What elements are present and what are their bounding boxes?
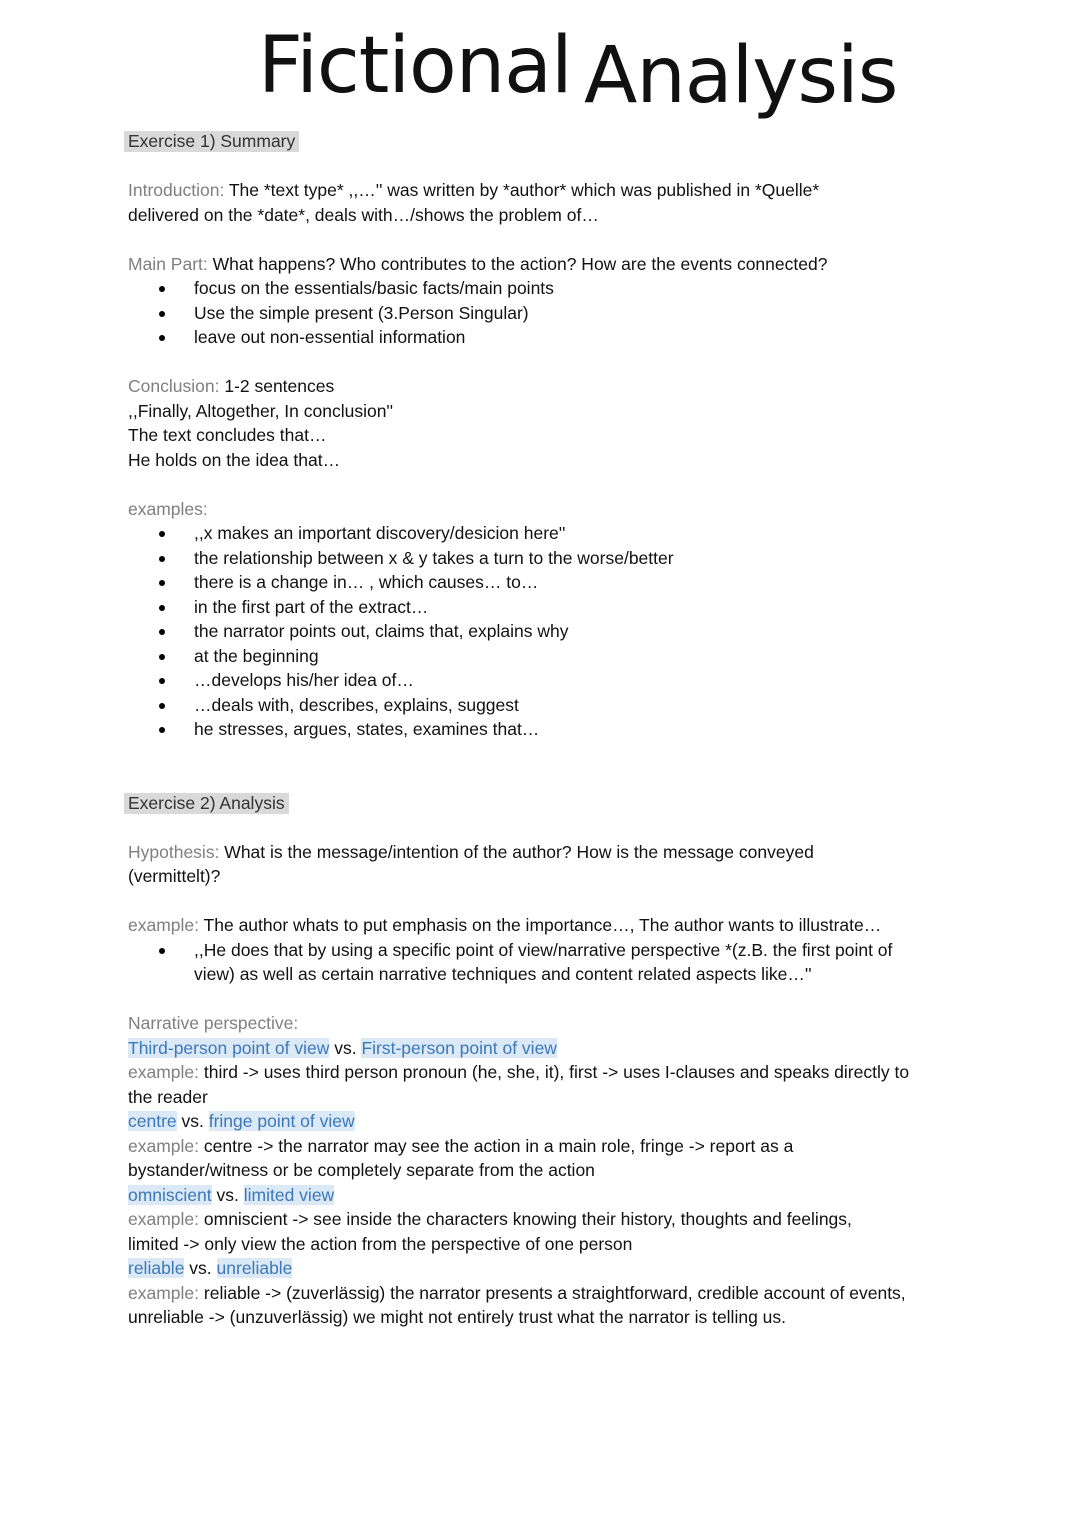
list-item: there is a change in… , which causes… to… [128,570,958,595]
term-limited-view: limited view [243,1184,335,1205]
example-label: example: [128,1282,200,1303]
vs-text: vs. [184,1258,217,1278]
pov-pair-1 [128,1036,958,1061]
title-word-analysis: Analysis [584,31,898,121]
conclusion-paragraph [128,374,958,399]
pov-pair-3 [128,1183,958,1208]
list-item: …deals with, describes, explains, suggest [128,693,958,718]
examples-label: examples: [128,498,208,519]
vs-text: vs. [176,1111,209,1131]
pov-example-1 [128,1060,958,1085]
term-reliable: reliable [128,1258,185,1278]
analysis-example-list [128,938,958,987]
narrative-perspective-label: Narrative perspective: [128,1013,299,1033]
example-text: centre -> the narrator may see the action in a main role, fringe -> report as a [199,1135,794,1156]
list-item: the relationship between x & y takes a turn to the worse/better [128,546,958,571]
analysis-example-paragraph [128,913,958,938]
pov-pair-2 [128,1109,958,1134]
pov-example-1-cont: the reader [128,1086,208,1107]
main-part-paragraph [128,252,958,277]
list-item: focus on the essentials/basic facts/main points [128,276,958,301]
term-unreliable: unreliable [216,1258,293,1278]
introduction-label: Introduction: [128,180,225,200]
conclusion-line: ,,Finally, Altogether, In conclusion'' [128,400,394,421]
list-item: …develops his/her idea of… [128,668,958,693]
term-first-person: First-person point of view [361,1037,557,1058]
vs-text: vs. [211,1184,244,1205]
exercise-1-header: Exercise 1) Summary [124,131,299,152]
introduction-text: The *text type* ,,…'' was written by *author* which was published in *Quelle* [224,180,820,200]
example-bullet-line-1: ,,He does that by using a specific point of view/narrative perspective *(z.B. the first point of [194,939,893,960]
list-item: ,,x makes an important discovery/desicion here'' [128,521,958,546]
pov-example-2 [128,1134,958,1159]
example-text: omniscient -> see inside the characters knowing their history, thoughts and feelings, [199,1209,852,1229]
title-word-fictional: Fictional [258,21,572,111]
term-omniscient: omniscient [128,1184,212,1205]
example-text: reliable -> (zuverlässig) the narrator presents a straightforward, credible account of events, [199,1282,906,1303]
list-item: leave out non-essential information [128,325,958,350]
example-label: example: [128,1062,200,1082]
pov-example-3 [128,1207,958,1232]
term-fringe: fringe point of view [208,1111,355,1131]
main-part-text: What happens? Who contributes to the action? How are the events connected? [207,253,828,274]
exercise-2-header: Exercise 2) Analysis [124,793,289,814]
term-centre: centre [128,1111,177,1131]
list-item: the narrator points out, claims that, explains why [128,619,958,644]
pov-example-4 [128,1281,958,1306]
list-item: in the first part of the extract… [128,595,958,620]
pov-example-3-cont: limited -> only view the action from the perspective of one person [128,1233,633,1254]
list-item: Use the simple present (3.Person Singular) [128,301,958,326]
conclusion-line: The text concludes that… [128,425,327,445]
page-title [0,14,1080,124]
vs-text: vs. [329,1037,362,1058]
example-label: example: [128,1209,200,1229]
hypothesis-label: Hypothesis: [128,841,220,862]
list-item: he stresses, argues, states, examines that… [128,717,958,742]
example-bullet-line-2: view) as well as certain narrative techniques and content related aspects like…'' [194,964,812,984]
introduction-paragraph [128,178,958,203]
example-text: The author whats to put emphasis on the importance…, The author wants to illustrate… [199,915,882,935]
pov-pair-4 [128,1256,958,1281]
conclusion-line: He holds on the idea that… [128,449,341,470]
document-body [128,129,958,1330]
pov-example-4-cont: unreliable -> (unzuverlässig) we might not entirely trust what the narrator is telling us. [128,1307,787,1327]
example-label: example: [128,915,200,935]
example-text: third -> uses third person pronoun (he, she, it), first -> uses I-clauses and speaks directly to [199,1062,910,1082]
main-part-label: Main Part: [128,253,208,274]
pov-example-2-cont: bystander/witness or be completely separate from the action [128,1160,595,1180]
conclusion-text: 1-2 sentences [219,376,335,396]
main-part-list [128,276,958,350]
list-item: at the beginning [128,644,958,669]
hypothesis-text: What is the message/intention of the author? How is the message conveyed [219,841,814,862]
hypothesis-paragraph [128,840,958,865]
conclusion-label: Conclusion: [128,376,220,396]
introduction-text-2: delivered on the *date*, deals with…/shows the problem of… [128,204,599,225]
list-item [128,938,958,987]
examples-list [128,521,958,742]
hypothesis-text-2: (vermittelt)? [128,866,221,886]
example-label: example: [128,1135,200,1156]
term-third-person: Third-person point of view [128,1037,330,1058]
